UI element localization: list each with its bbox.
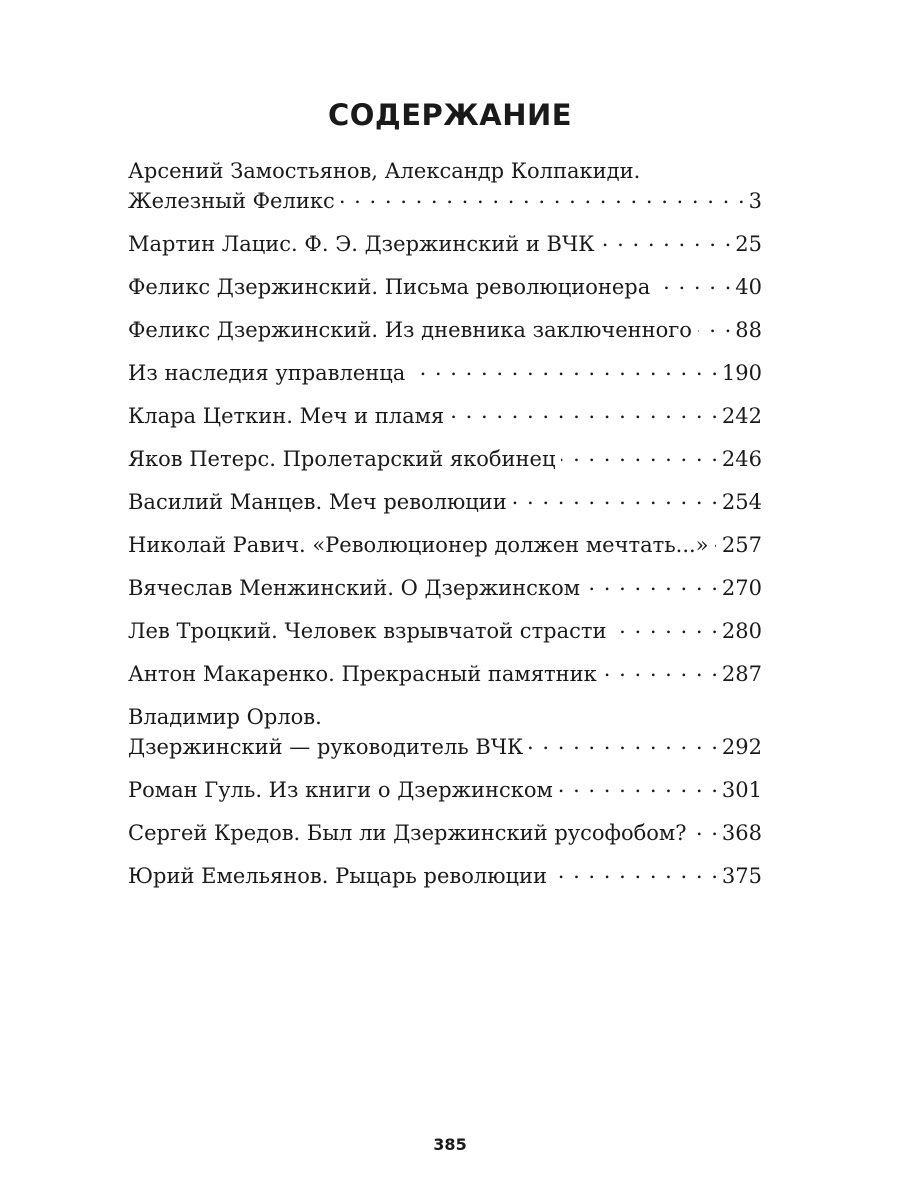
dot-leader (529, 734, 719, 754)
toc-entry-title: Феликс Дзержинский. Из дневника заключенного (128, 318, 692, 342)
toc-entry (128, 818, 762, 848)
toc-entry-title: Лев Троцкий. Человек взрывчатой страсти (128, 619, 607, 643)
toc-entry (128, 444, 762, 474)
toc-entry-page: 257 (721, 533, 762, 557)
toc-entry (128, 702, 762, 762)
dot-leader (715, 532, 719, 552)
toc-entry-page: 292 (721, 735, 762, 759)
dot-leader (586, 575, 719, 595)
toc-entry-page: 287 (721, 662, 762, 686)
toc-entry (128, 229, 762, 259)
toc-entry (128, 616, 762, 646)
toc-entry-title: Дзержинский — руководитель ВЧК (128, 735, 524, 759)
toc-entry (128, 573, 762, 603)
toc-entry-page: 3 (748, 189, 762, 213)
toc-entry-title: Яков Петерс. Пролетарский якобинец (128, 447, 556, 471)
toc-entry-title: Роман Гуль. Из книги о Дзержинском (128, 778, 553, 802)
toc-entry (128, 775, 762, 805)
dot-leader (341, 188, 746, 208)
toc-entry-title: Антон Макаренко. Прекрасный памятник (128, 662, 597, 686)
dot-leader (603, 661, 719, 681)
dot-leader (693, 820, 719, 840)
toc-entry-title: Вячеслав Менжинский. О Дзержинском (128, 576, 581, 600)
toc-entry-title: Сергей Кредов. Был ли Дзержинский русофобом? (128, 821, 687, 845)
dot-leader (561, 446, 718, 466)
toc-entry-page: 246 (721, 447, 762, 471)
toc-entry-title: Николай Равич. «Революционер должен мечтать...» (128, 533, 709, 557)
dot-leader (559, 777, 719, 797)
dot-leader (613, 618, 719, 638)
toc-entry-page: 254 (721, 490, 762, 514)
dot-leader (513, 489, 719, 509)
dot-leader (553, 863, 719, 883)
toc-entry (128, 659, 762, 689)
toc-entry (128, 530, 762, 560)
toc-entry (128, 487, 762, 517)
dot-leader (656, 274, 732, 294)
toc-entry-page: 40 (735, 275, 762, 299)
table-of-contents (128, 156, 762, 904)
toc-entry-page: 368 (721, 821, 762, 845)
toc-entry (128, 156, 762, 216)
toc-entry-page: 280 (721, 619, 762, 643)
toc-entry-page: 25 (735, 232, 762, 256)
page-title: СОДЕРЖАНИЕ (327, 98, 573, 132)
toc-entry-author: Арсений Замостьянов, Александр Колпакиди. (128, 159, 641, 183)
toc-entry-title: Василий Манцев. Меч революции (128, 490, 507, 514)
toc-entry-title: Юрий Емельянов. Рыцарь революции (128, 864, 547, 888)
toc-entry-title: Феликс Дзержинский. Письма революционера (128, 275, 651, 299)
page-number: 385 (433, 1135, 467, 1154)
toc-entry (128, 272, 762, 302)
toc-entry-title: Из наследия управленца (128, 361, 406, 385)
toc-entry-title: Железный Феликс (128, 189, 335, 213)
dot-leader (698, 317, 732, 337)
dot-leader (450, 403, 719, 423)
toc-entry-title: Мартин Лацис. Ф. Э. Дзержинский и ВЧК (128, 232, 595, 256)
toc-entry (128, 358, 762, 388)
toc-entry (128, 861, 762, 891)
toc-entry-page: 190 (721, 361, 762, 385)
toc-entry-page: 270 (721, 576, 762, 600)
toc-entry-page: 88 (735, 318, 762, 342)
toc-entry-author: Владимир Орлов. (128, 705, 322, 729)
toc-entry-page: 301 (721, 778, 762, 802)
toc-entry-page: 375 (721, 864, 762, 888)
dot-leader (600, 231, 732, 251)
toc-entry (128, 401, 762, 431)
toc-entry-page: 242 (721, 404, 762, 428)
dot-leader (411, 360, 719, 380)
toc-entry (128, 315, 762, 345)
toc-entry-title: Клара Цеткин. Меч и пламя (128, 404, 445, 428)
